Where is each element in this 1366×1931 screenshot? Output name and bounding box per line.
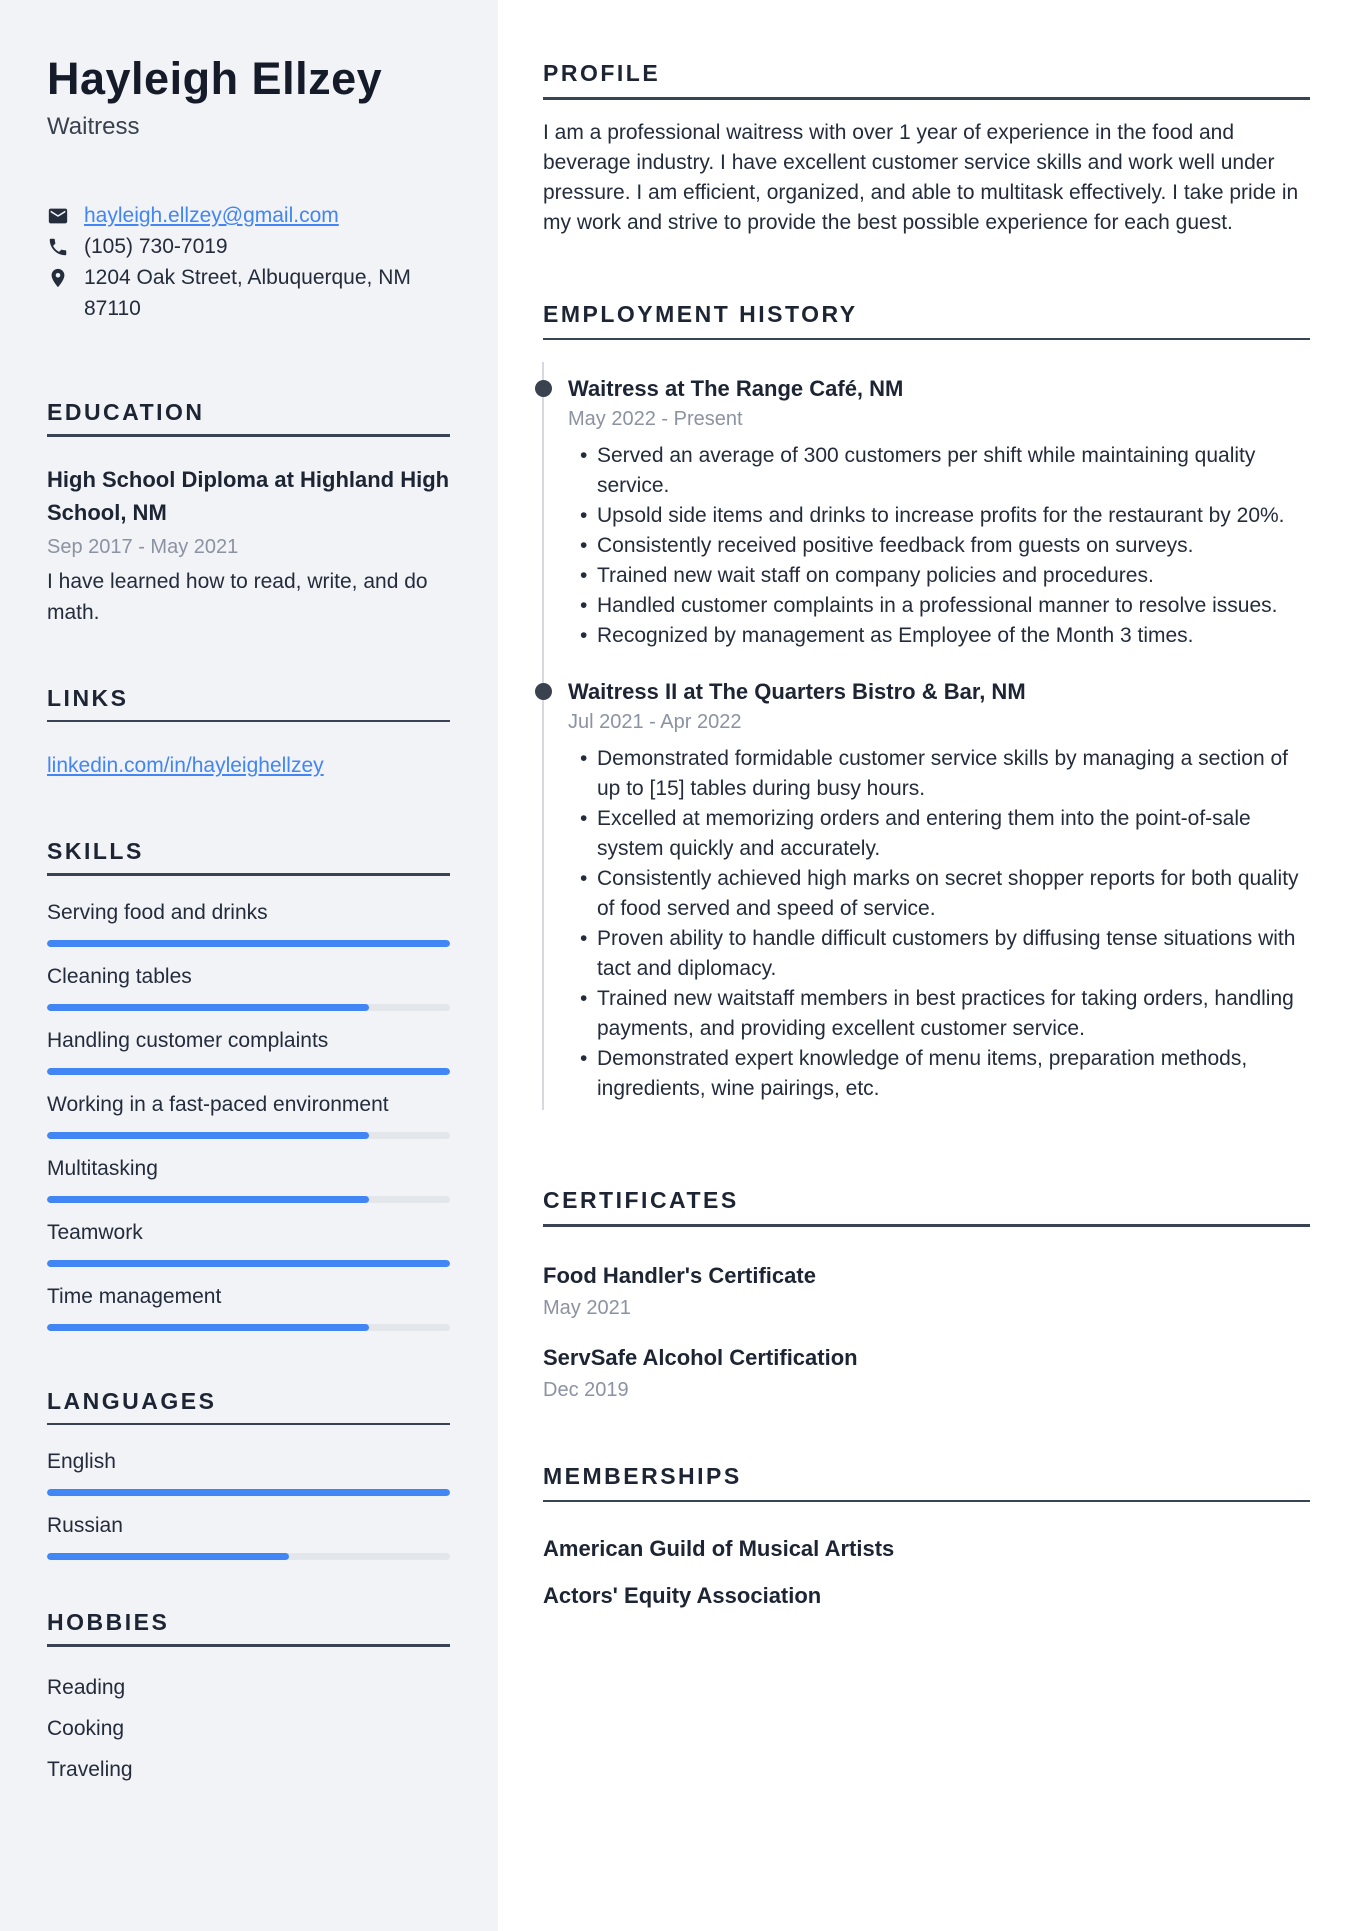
certificate-date: Dec 2019 [543,1378,629,1401]
address-value: 1204 Oak Street, Albuquerque, NM 87110 [84,266,411,320]
memberships-list [543,1534,1310,1611]
section-divider [543,97,1310,100]
languages-heading: LANGUAGES [47,1387,217,1414]
bullet-item: • Handled customer complaints in a professional manner to resolve issues. [568,591,1310,621]
section-divider [543,338,1310,341]
skill-label: Working in a fast-paced environment [47,1092,389,1116]
language-label: Russian [47,1514,123,1537]
certificate-date: May 2021 [543,1296,631,1319]
person-name: Hayleigh Ellzey [47,53,383,104]
link-item [47,750,450,781]
certificate-item [543,1343,1310,1402]
job-entry [543,677,1310,1104]
job-title: Waitress II at The Quarters Bistro & Bar, NM [568,679,1026,704]
location-icon [47,267,69,289]
skill-bar-track [47,1324,450,1331]
skill-row [47,1090,450,1139]
skill-bar-track [47,1196,450,1203]
education-degree: High School Diploma at Highland High School, NM [47,466,450,525]
skill-bar-track [47,940,450,947]
job-bullet-list [568,441,1310,651]
skill-label: Serving food and drinks [47,900,268,924]
bullet-item: • Consistently achieved high marks on secret shopper reports for both quality of food served and speed of service. [568,864,1310,924]
certificate-title: ServSafe Alcohol Certification [543,1344,858,1370]
person-job-title: Waitress [47,113,140,140]
sidebar [0,0,498,1931]
language-bar-track [47,1553,450,1560]
contact-address-row [47,262,450,324]
bullet-item: • Recognized by management as Employee of the Month 3 times. [568,621,1310,651]
skill-bar-track [47,1004,450,1011]
certificates-section [543,1186,1310,1402]
skill-bar-track [47,1068,450,1075]
language-row [47,1511,450,1560]
section-divider [47,434,450,437]
skill-bar-fill [47,940,450,947]
profile-heading: PROFILE [543,60,661,86]
skill-row [47,962,450,1011]
language-bar-fill [47,1553,289,1560]
bullet-item: • Proven ability to handle difficult customers by diffusing tense situations with tact and diplomacy. [568,924,1310,984]
skill-row [47,1218,450,1267]
education-section [47,398,450,628]
skill-bar-fill [47,1068,450,1075]
main-column [498,0,1366,1931]
skill-bar-track [47,1260,450,1267]
skill-label: Teamwork [47,1220,143,1244]
bullet-item: • Trained new waitstaff members in best practices for taking orders, handling payments, and providing excellent customer service. [568,984,1310,1044]
bullet-item: • Excelled at memorizing orders and entering them into the point-of-sale system quickly and accurately. [568,804,1310,864]
bullet-item: • Trained new wait staff on company policies and procedures. [568,561,1310,591]
bullet-item: • Demonstrated expert knowledge of menu items, preparation methods, ingredients, wine pairings, etc. [568,1044,1310,1104]
section-divider [47,873,450,876]
skill-bar-track [47,1132,450,1139]
hobbies-heading: HOBBIES [47,1609,170,1635]
bullet-item: • Consistently received positive feedback from guests on surveys. [568,531,1310,561]
skills-section [47,837,450,1331]
section-divider [543,1500,1310,1503]
linkedin-link[interactable]: linkedin.com/in/hayleighellzey [47,754,324,777]
languages-list [47,1447,450,1560]
memberships-section [543,1462,1310,1612]
skill-label: Cleaning tables [47,964,192,988]
hobbies-section [47,1608,450,1790]
bullet-item: • Demonstrated formidable customer service skills by managing a section of up to [15] tables during busy hours. [568,744,1310,804]
hobby-item: Traveling [47,1757,133,1781]
membership-item: Actors' Equity Association [543,1583,822,1608]
contact-email-row [47,200,450,231]
skill-bar-fill [47,1004,369,1011]
bullet-item: • Served an average of 300 customers per shift while maintaining quality service. [568,441,1310,501]
skills-list [47,898,450,1331]
language-row [47,1447,450,1496]
skill-label: Multitasking [47,1156,158,1180]
contact-phone-row [47,231,450,262]
bullet-item: • Upsold side items and drinks to increase profits for the restaurant by 20%. [568,501,1310,531]
skill-row [47,1154,450,1203]
skills-heading: SKILLS [47,838,144,864]
email-link[interactable]: hayleigh.ellzey@gmail.com [84,204,339,227]
language-label: English [47,1450,116,1473]
profile-section [543,59,1310,238]
skill-row [47,898,450,947]
profile-text: I am a professional waitress with over 1 year of experience in the food and beverage industry. I have excellent customer service skills and work well under pressure. I am efficient, organized, and able to multitask effectively. I take pride in my work and strive to provide the best possible experience for each guest. [543,120,1299,234]
contact-list [47,200,450,324]
email-icon [47,205,69,227]
section-divider [47,720,450,723]
job-entry [543,374,1310,651]
job-title: Waitress at The Range Café, NM [568,376,904,401]
hobby-item: Reading [47,1675,126,1699]
skill-bar-fill [47,1196,369,1203]
education-dates: Sep 2017 - May 2021 [47,535,239,558]
certificate-item [543,1261,1310,1320]
languages-section [47,1387,450,1561]
skill-bar-fill [47,1132,369,1139]
skill-row [47,1282,450,1331]
job-dates: May 2022 - Present [568,408,743,430]
skill-bar-fill [47,1260,450,1267]
job-dates: Jul 2021 - Apr 2022 [568,711,742,733]
memberships-heading: MEMBERSHIPS [543,1462,742,1489]
hobby-item: Cooking [47,1716,125,1740]
phone-value: (105) 730-7019 [84,235,228,258]
timeline-dot [535,380,552,397]
skill-label: Time management [47,1284,222,1308]
job-bullet-list [568,744,1310,1104]
language-bar-track [47,1489,450,1496]
links-heading: LINKS [47,684,129,711]
skill-row [47,1026,450,1075]
membership-item: American Guild of Musical Artists [543,1536,895,1561]
certificate-title: Food Handler's Certificate [543,1262,816,1288]
employment-heading: EMPLOYMENT HISTORY [543,300,858,327]
skill-label: Handling customer complaints [47,1028,329,1052]
skill-bar-fill [47,1324,369,1331]
certificates-list [543,1261,1310,1402]
certificates-heading: CERTIFICATES [543,1187,739,1213]
hobbies-list [47,1667,450,1790]
section-divider [47,1423,450,1426]
section-divider [47,1644,450,1647]
section-divider [543,1224,1310,1227]
timeline-dot [535,683,552,700]
employment-timeline [543,374,1310,1104]
language-bar-fill [47,1489,450,1496]
education-description: I have learned how to read, write, and do math. [47,569,428,624]
education-heading: EDUCATION [47,399,205,425]
phone-icon [47,236,69,258]
links-section [47,684,450,782]
employment-section [543,300,1310,1105]
